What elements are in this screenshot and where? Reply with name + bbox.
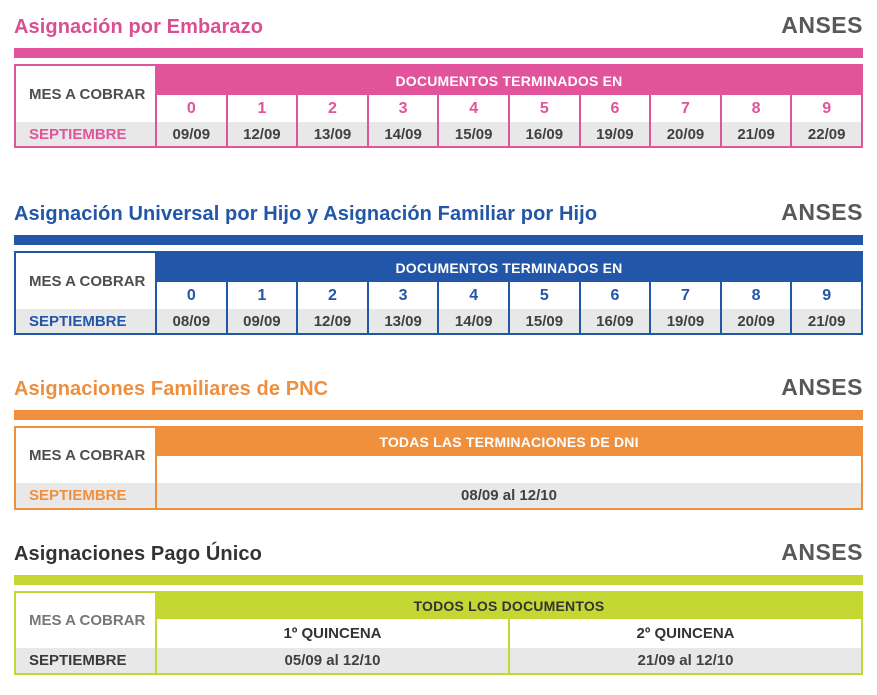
month-cell: SEPTIEMBRE (16, 122, 155, 146)
date-cell: 19/09 (579, 122, 650, 146)
section-pnc (14, 374, 863, 510)
month-cell: SEPTIEMBRE (16, 309, 155, 333)
date-cell: 09/09 (226, 309, 297, 333)
digit-cell: 8 (720, 282, 791, 309)
band-header: DOCUMENTOS TERMINADOS EN (155, 253, 861, 282)
digit-cell: 5 (508, 95, 579, 122)
digit-cell: 0 (155, 282, 226, 309)
digit-cell: 8 (720, 95, 791, 122)
payment-calendar-table (14, 426, 863, 510)
digit-cell: 1 (226, 282, 297, 309)
digit-cell: 4 (437, 95, 508, 122)
digit-cell: 9 (790, 95, 861, 122)
mes-a-cobrar-cell: MES A COBRAR (16, 593, 155, 648)
date-cell: 16/09 (579, 309, 650, 333)
digit-cell: 3 (367, 95, 438, 122)
date-cell: 21/09 (720, 122, 791, 146)
section-header (14, 374, 863, 402)
payment-calendar-table (14, 591, 863, 675)
date-cell: 14/09 (367, 122, 438, 146)
date-cell: 13/09 (367, 309, 438, 333)
accent-bar (14, 48, 863, 58)
digit-cell: 4 (437, 282, 508, 309)
mes-a-cobrar-cell: MES A COBRAR (16, 66, 155, 122)
section-title: Asignaciones Pago Único (14, 543, 262, 565)
mes-a-cobrar-cell: MES A COBRAR (16, 428, 155, 483)
accent-bar (14, 575, 863, 585)
anses-logo: ANSES (781, 12, 863, 38)
date-cell: 09/09 (155, 122, 226, 146)
month-cell: SEPTIEMBRE (16, 483, 155, 508)
accent-bar (14, 410, 863, 420)
date-cell: 12/09 (226, 122, 297, 146)
digit-cell: 6 (579, 282, 650, 309)
digit-cell: 0 (155, 95, 226, 122)
date-cell: 20/09 (649, 122, 720, 146)
digit-cell: 7 (649, 282, 720, 309)
digit-cell: 6 (579, 95, 650, 122)
date-range-cell: 05/09 al 12/10 (155, 648, 508, 673)
month-cell: SEPTIEMBRE (16, 648, 155, 673)
date-cell: 22/09 (790, 122, 861, 146)
date-cell: 15/09 (508, 309, 579, 333)
section-embarazo (14, 12, 863, 148)
date-range-cell: 08/09 al 12/10 (155, 483, 861, 508)
anses-logo: ANSES (781, 374, 863, 400)
digit-cell: 1 (226, 95, 297, 122)
anses-logo: ANSES (781, 539, 863, 565)
section-title: Asignación por Embarazo (14, 16, 264, 38)
quincena-2-header: 2º QUINCENA (508, 619, 861, 648)
date-range-cell: 21/09 al 12/10 (508, 648, 861, 673)
digit-cell: 5 (508, 282, 579, 309)
quincena-1-header: 1º QUINCENA (155, 619, 508, 648)
band-header: TODAS LAS TERMINACIONES DE DNI (155, 428, 861, 456)
mes-a-cobrar-cell: MES A COBRAR (16, 253, 155, 309)
date-cell: 21/09 (790, 309, 861, 333)
date-cell: 20/09 (720, 309, 791, 333)
date-cell: 15/09 (437, 122, 508, 146)
section-auh (14, 199, 863, 335)
date-cell: 08/09 (155, 309, 226, 333)
section-header (14, 539, 863, 567)
digit-cell: 9 (790, 282, 861, 309)
anses-logo: ANSES (781, 199, 863, 225)
date-cell: 13/09 (296, 122, 367, 146)
section-pago-unico (14, 539, 863, 675)
spacer-cell (155, 456, 861, 483)
section-header (14, 12, 863, 40)
digit-cell: 7 (649, 95, 720, 122)
date-cell: 16/09 (508, 122, 579, 146)
accent-bar (14, 235, 863, 245)
digit-cell: 3 (367, 282, 438, 309)
band-header: TODOS LOS DOCUMENTOS (155, 593, 861, 619)
section-title: Asignación Universal por Hijo y Asignación Familiar por Hijo (14, 203, 598, 225)
payment-calendar-table (14, 64, 863, 148)
date-cell: 12/09 (296, 309, 367, 333)
payment-calendar-table (14, 251, 863, 335)
band-header: DOCUMENTOS TERMINADOS EN (155, 66, 861, 95)
section-header (14, 199, 863, 227)
digit-cell: 2 (296, 282, 367, 309)
section-title: Asignaciones Familiares de PNC (14, 378, 329, 400)
date-cell: 14/09 (437, 309, 508, 333)
date-cell: 19/09 (649, 309, 720, 333)
digit-cell: 2 (296, 95, 367, 122)
